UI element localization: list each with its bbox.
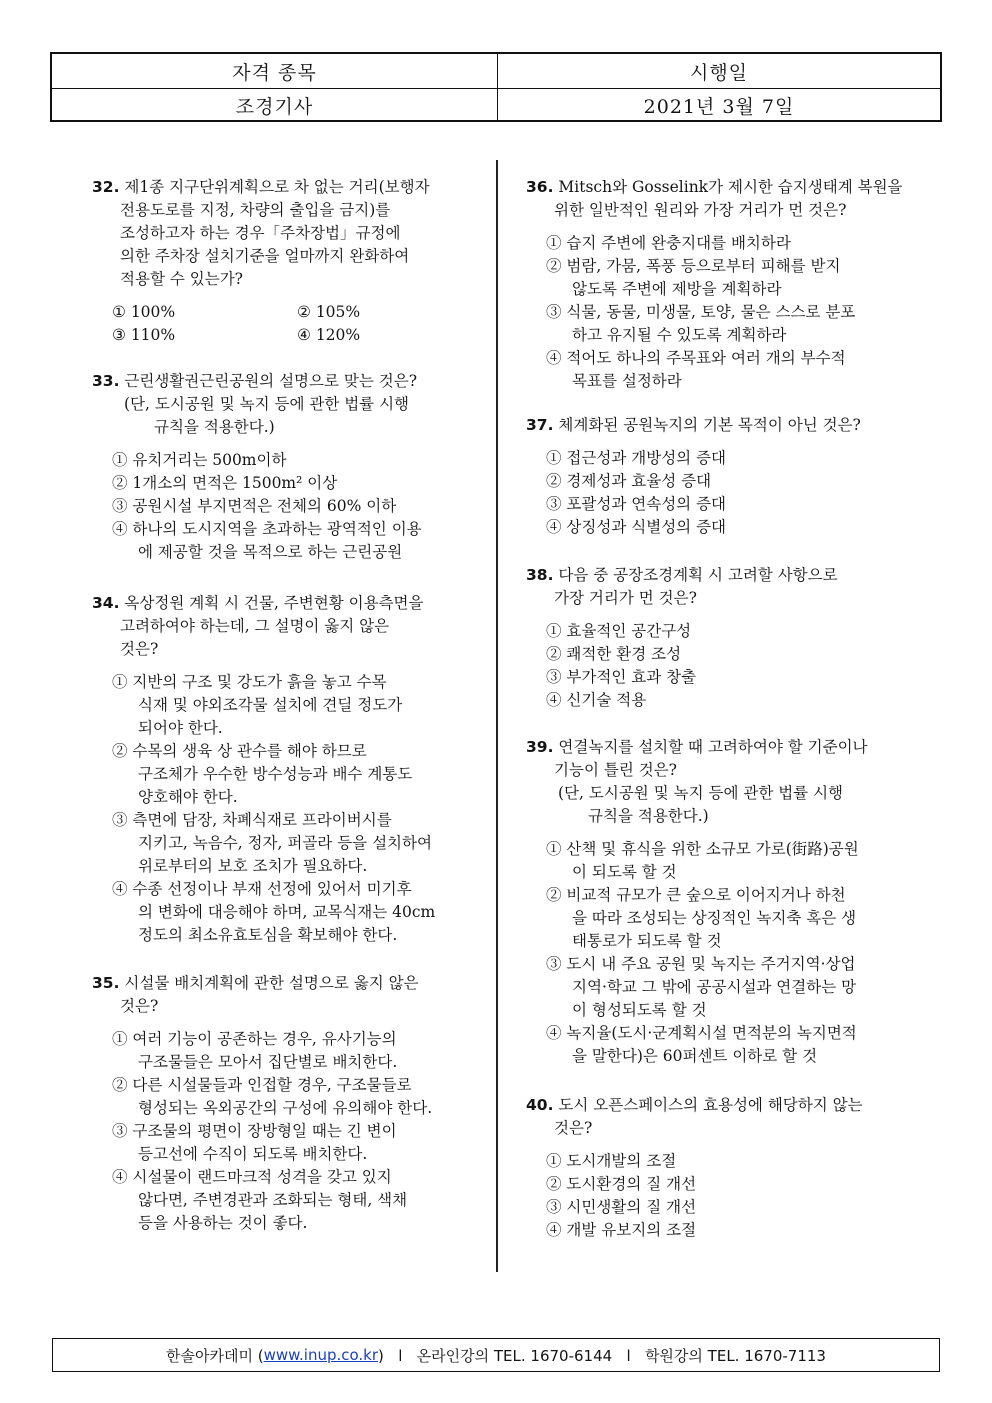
option-1-continued: 이 되도록 할 것 <box>572 863 677 881</box>
option-3[interactable]: ③ 공원시설 부지면적은 전체의 60% 이하 <box>112 497 397 515</box>
question-35 <box>92 972 482 1235</box>
question-note: 규칙을 적용한다.) <box>588 807 709 825</box>
question-40 <box>526 1094 916 1242</box>
option-2[interactable]: ② 범람, 가뭄, 폭풍 등으로부터 피해를 받지 <box>546 257 841 275</box>
question-text: 위한 일반적인 원리와 가장 거리가 먼 것은? <box>554 201 847 219</box>
option-4-continued: 않다면, 주변경관과 조화되는 형태, 색채 <box>138 1191 408 1209</box>
question-number: 38. <box>526 566 554 584</box>
option-1-continued: 되어야 한다. <box>138 719 223 737</box>
question-text: 시설물 배치계획에 관한 설명으로 옳지 않은 <box>124 974 419 992</box>
question-text: 의한 주차장 설치기준을 얼마까지 완화하여 <box>120 247 410 265</box>
question-34 <box>92 592 482 947</box>
option-4-continued: 목표를 설정하라 <box>572 372 682 390</box>
option-4-continued: 의 변화에 대응해야 하며, 교목식재는 40cm <box>138 903 436 921</box>
option-3-continued: 지키고, 녹음수, 정자, 퍼골라 등을 설치하여 <box>138 834 432 852</box>
question-text: 제1종 지구단위계획으로 차 없는 거리(보행자 <box>124 178 430 196</box>
option-1[interactable]: ① 유치거리는 500m이하 <box>112 451 287 469</box>
option-3[interactable]: ③ 시민생활의 질 개선 <box>546 1198 697 1216</box>
option-1-continued: 식재 및 야외조각물 설치에 견딜 정도가 <box>138 696 403 714</box>
question-text: 근린생활권근린공원의 설명으로 맞는 것은? <box>124 372 418 390</box>
question-text: 다음 중 공장조경계획 시 고려할 사항으로 <box>558 566 838 584</box>
question-text: 체계화된 공원녹지의 기본 목적이 아닌 것은? <box>558 416 861 434</box>
option-2-continued: 양호해야 한다. <box>138 788 238 806</box>
footer-website-link[interactable]: www.inup.co.kr <box>263 1346 379 1364</box>
option-3-continued: 하고 유지될 수 있도록 계획하라 <box>572 326 787 344</box>
option-3[interactable]: ③ 부가적인 효과 창출 <box>546 668 697 686</box>
option-list <box>92 671 482 947</box>
option-list <box>92 301 482 347</box>
question-32 <box>92 176 482 347</box>
option-2[interactable]: ② 다른 시설물들과 인접할 경우, 구조물들로 <box>112 1076 412 1094</box>
option-list <box>526 1150 916 1242</box>
option-1[interactable]: ① 100% <box>112 303 176 321</box>
option-1[interactable]: ① 접근성과 개방성의 증대 <box>546 449 727 467</box>
option-3[interactable]: ③ 식물, 동물, 미생물, 토양, 물은 스스로 분포 <box>546 303 856 321</box>
option-2[interactable]: ② 쾌적한 환경 조성 <box>546 645 682 663</box>
header-subject-value: 조경기사 <box>52 88 498 122</box>
question-text: 고려하여야 하는데, 그 설명이 옳지 않은 <box>120 617 390 635</box>
option-list <box>92 1028 482 1235</box>
question-number: 33. <box>92 372 120 390</box>
question-text: 전용도로를 지정, 차량의 출입을 금지)를 <box>120 201 391 219</box>
option-2-continued: 않도록 주변에 제방을 계획하라 <box>572 280 782 298</box>
question-note: (단, 도시공원 및 녹지 등에 관한 법률 시행 <box>558 784 844 802</box>
option-3-continued: 지역·학교 그 밖에 공공시설과 연결하는 망 <box>572 978 857 996</box>
question-text: 옥상정원 계획 시 건물, 주변현황 이용측면을 <box>124 594 424 612</box>
option-3[interactable]: ③ 도시 내 주요 공원 및 녹지는 주거지역·상업 <box>546 955 856 973</box>
option-2-continued: 구조체가 우수한 방수성능과 배수 계통도 <box>138 765 413 783</box>
question-note: 규칙을 적용한다.) <box>154 418 275 436</box>
column-divider <box>496 160 498 1272</box>
option-2-continued: 을 따라 조성되는 상징적인 녹지축 혹은 생 <box>572 909 857 927</box>
header-row-values <box>52 88 940 122</box>
option-4[interactable]: ④ 개발 유보지의 조절 <box>546 1221 697 1239</box>
option-4[interactable]: ④ 상징성과 식별성의 증대 <box>546 518 727 536</box>
option-2[interactable]: ② 경제성과 효율성 증대 <box>546 472 712 490</box>
option-4-continued: 등을 사용하는 것이 좋다. <box>138 1214 308 1232</box>
option-4[interactable]: ④ 하나의 도시지역을 초과하는 광역적인 이용 <box>112 520 422 538</box>
question-number: 37. <box>526 416 554 434</box>
question-number: 34. <box>92 594 120 612</box>
question-number: 36. <box>526 178 554 196</box>
option-1[interactable]: ① 산책 및 휴식을 위한 소규모 가로(街路)공원 <box>546 840 859 858</box>
option-4[interactable]: ④ 120% <box>297 326 361 344</box>
option-3-continued: 이 형성되도록 할 것 <box>572 1001 707 1019</box>
option-3[interactable]: ③ 포괄성과 연속성의 증대 <box>546 495 727 513</box>
footer-academy-name: 한솔아카데미 ( <box>166 1346 264 1365</box>
question-text: 기능이 틀린 것은? <box>554 761 677 779</box>
option-4-continued: 을 말한다)은 60퍼센트 이하로 할 것 <box>572 1047 818 1065</box>
option-1-continued: 구조물들은 모아서 집단별로 배치한다. <box>138 1053 398 1071</box>
option-4[interactable]: ④ 신기술 적용 <box>546 691 647 709</box>
option-3-continued: 등고선에 수직이 되도록 배치한다. <box>138 1145 368 1163</box>
option-2[interactable]: ② 105% <box>297 303 361 321</box>
question-number: 35. <box>92 974 120 992</box>
question-number: 32. <box>92 178 120 196</box>
option-3[interactable]: ③ 구조물의 평면이 장방형일 때는 긴 변이 <box>112 1122 397 1140</box>
question-text: 것은? <box>120 640 159 658</box>
option-3[interactable]: ③ 측면에 담장, 차폐식재로 프라이버시를 <box>112 811 392 829</box>
option-list <box>526 838 916 1068</box>
option-1[interactable]: ① 효율적인 공간구성 <box>546 622 692 640</box>
question-text: 것은? <box>554 1119 593 1137</box>
option-list <box>526 620 916 712</box>
option-list <box>526 447 916 539</box>
option-1[interactable]: ① 습지 주변에 완충지대를 배치하라 <box>546 234 791 252</box>
exam-header-table <box>50 52 942 122</box>
question-36 <box>526 176 916 393</box>
question-text: 연결녹지를 설치할 때 고려하여야 할 기준이나 <box>558 738 868 756</box>
option-1[interactable]: ① 지반의 구조 및 강도가 흙을 놓고 수목 <box>112 673 387 691</box>
option-2[interactable]: ② 비교적 규모가 큰 숲으로 이어지거나 하천 <box>546 886 846 904</box>
question-text: 가장 거리가 먼 것은? <box>554 589 697 607</box>
question-33 <box>92 370 482 564</box>
option-3[interactable]: ③ 110% <box>112 326 176 344</box>
footer-contact-info: ) l 온라인강의 TEL. 1670-6144 l 학원강의 TEL. 1670-7113 <box>378 1346 826 1365</box>
option-list <box>526 232 916 393</box>
option-4[interactable]: ④ 적어도 하나의 주목표와 여러 개의 부수적 <box>546 349 846 367</box>
question-38 <box>526 564 916 712</box>
option-1[interactable]: ① 여러 기능이 공존하는 경우, 유사기능의 <box>112 1030 397 1048</box>
option-1[interactable]: ① 도시개발의 조절 <box>546 1152 677 1170</box>
option-2-continued: 형성되는 옥외공간의 구성에 유의해야 한다. <box>138 1099 433 1117</box>
header-subject-label: 자격 종목 <box>52 54 498 88</box>
option-3-continued: 위로부터의 보호 조치가 필요하다. <box>138 857 368 875</box>
question-text: 도시 오픈스페이스의 효용성에 해당하지 않는 <box>558 1096 863 1114</box>
question-number: 40. <box>526 1096 554 1114</box>
question-text: 조성하고자 하는 경우「주차장법」규정에 <box>120 224 401 242</box>
question-text: 것은? <box>120 997 159 1015</box>
option-4[interactable]: ④ 수종 선정이나 부재 선정에 있어서 미기후 <box>112 880 412 898</box>
option-4[interactable]: ④ 녹지율(도시·군계획시설 면적분의 녹지면적 <box>546 1024 857 1042</box>
header-date-value: 2021년 3월 7일 <box>643 95 795 118</box>
option-2[interactable]: ② 수목의 생육 상 관수를 해야 하므로 <box>112 742 367 760</box>
option-4[interactable]: ④ 시설물이 랜드마크적 성격을 갖고 있지 <box>112 1168 392 1186</box>
question-note: (단, 도시공원 및 녹지 등에 관한 법률 시행 <box>124 395 410 413</box>
question-text: 적용할 수 있는가? <box>120 270 243 288</box>
header-date-label: 시행일 <box>689 61 749 84</box>
question-37 <box>526 414 916 539</box>
option-2-continued: 태통로가 되도록 할 것 <box>572 932 722 950</box>
question-39 <box>526 736 916 1068</box>
question-text: Mitsch와 Gosselink가 제시한 습지생태계 복원을 <box>558 178 903 196</box>
question-number: 39. <box>526 738 554 756</box>
option-2[interactable]: ② 1개소의 면적은 1500m² 이상 <box>112 474 338 492</box>
header-row-titles <box>52 54 940 89</box>
option-2[interactable]: ② 도시환경의 질 개선 <box>546 1175 697 1193</box>
footer-banner <box>52 1338 940 1372</box>
option-4-continued: 정도의 최소유효토심을 확보해야 한다. <box>138 926 398 944</box>
option-4-continued: 에 제공할 것을 목적으로 하는 근린공원 <box>138 543 403 561</box>
option-list <box>92 449 482 564</box>
